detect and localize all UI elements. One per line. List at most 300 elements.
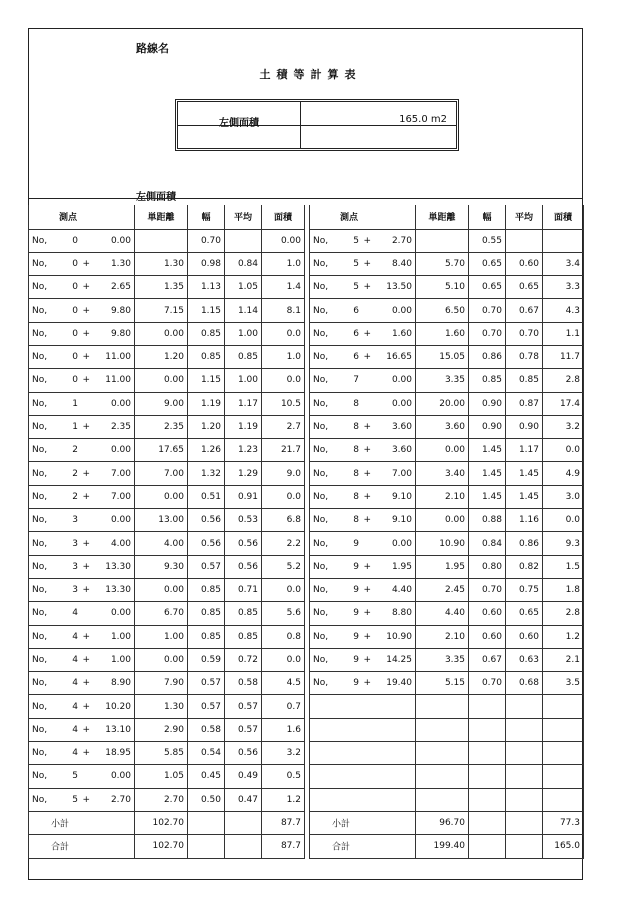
table-row xyxy=(29,439,305,462)
station-a: 0 xyxy=(72,258,78,269)
station-a: 8 xyxy=(353,422,359,433)
area-cell: 4.3 xyxy=(543,299,584,322)
area-cell: 1.2 xyxy=(262,788,305,811)
station-no: No, xyxy=(32,654,48,665)
station-p: + xyxy=(82,724,90,735)
width-cell: 1.45 xyxy=(469,439,506,462)
station-b: 9.80 xyxy=(110,328,131,339)
table-row xyxy=(29,415,305,438)
table-row xyxy=(310,672,584,695)
station-no: No, xyxy=(32,724,48,735)
average-cell: 0.85 xyxy=(225,345,262,368)
station-a: 6 xyxy=(353,305,359,316)
station-no: No, xyxy=(32,631,48,642)
station-no: No, xyxy=(313,328,329,339)
right-total-row xyxy=(310,835,584,858)
station-a: 8 xyxy=(353,445,359,456)
distance-cell: 2.90 xyxy=(135,718,188,741)
area-cell: 0.7 xyxy=(262,695,305,718)
right-header-width: 幅 xyxy=(469,205,506,229)
station-cell xyxy=(310,602,416,625)
station-a: 8 xyxy=(353,515,359,526)
average-cell: 0.65 xyxy=(506,276,543,299)
station-b: 8.40 xyxy=(391,258,412,269)
total-average xyxy=(225,835,262,858)
station-p: + xyxy=(82,282,90,293)
station-a: 7 xyxy=(353,375,359,386)
distance-cell: 6.70 xyxy=(135,602,188,625)
station-a: 9 xyxy=(353,631,359,642)
width-cell: 0.90 xyxy=(469,392,506,415)
station-a: 3 xyxy=(72,585,78,596)
station-a: 9 xyxy=(353,561,359,572)
table-row xyxy=(29,765,305,788)
station-cell xyxy=(29,299,135,322)
table-row xyxy=(310,276,584,299)
width-cell: 0.59 xyxy=(188,648,225,671)
width-cell: 0.51 xyxy=(188,485,225,508)
station-b: 2.70 xyxy=(110,794,131,805)
station-p: + xyxy=(363,235,371,246)
width-cell: 0.57 xyxy=(188,672,225,695)
station-a: 1 xyxy=(72,398,78,409)
table-row xyxy=(310,299,584,322)
empty-row xyxy=(310,788,584,811)
station-cell xyxy=(310,578,416,601)
distance-cell: 3.35 xyxy=(416,648,469,671)
width-cell: 1.19 xyxy=(188,392,225,415)
average-cell: 1.00 xyxy=(225,369,262,392)
station-b: 11.00 xyxy=(105,375,131,386)
station-p: + xyxy=(82,678,90,689)
station-b: 9.10 xyxy=(391,491,412,502)
distance-cell: 1.20 xyxy=(135,345,188,368)
table-row xyxy=(29,276,305,299)
distance-cell: 1.30 xyxy=(135,252,188,275)
width-cell: 1.20 xyxy=(188,415,225,438)
station-cell xyxy=(29,742,135,765)
station-no: No, xyxy=(313,398,329,409)
station-no: No, xyxy=(313,375,329,386)
average-cell: 1.23 xyxy=(225,439,262,462)
station-no: No, xyxy=(32,422,48,433)
table-row xyxy=(29,369,305,392)
station-b: 1.60 xyxy=(391,328,412,339)
subtotal-area: 87.7 xyxy=(262,811,305,834)
area-cell: 1.0 xyxy=(262,345,305,368)
width-cell: 1.15 xyxy=(188,299,225,322)
empty-cell xyxy=(310,695,416,718)
distance-cell: 0.00 xyxy=(135,648,188,671)
area-cell: 0.0 xyxy=(262,485,305,508)
average-cell: 0.49 xyxy=(225,765,262,788)
width-cell: 0.88 xyxy=(469,509,506,532)
table-row xyxy=(310,345,584,368)
distance-cell: 9.30 xyxy=(135,555,188,578)
average-cell: 0.60 xyxy=(506,252,543,275)
right-subtotal-row xyxy=(310,811,584,834)
empty-cell xyxy=(506,718,543,741)
station-no: No, xyxy=(32,398,48,409)
station-a: 5 xyxy=(72,794,78,805)
station-b: 4.00 xyxy=(110,538,131,549)
average-cell: 0.90 xyxy=(506,415,543,438)
station-b: 7.00 xyxy=(110,491,131,502)
total-distance: 199.40 xyxy=(416,835,469,858)
station-no: No, xyxy=(313,515,329,526)
distance-cell: 9.00 xyxy=(135,392,188,415)
width-cell: 0.67 xyxy=(469,648,506,671)
station-a: 5 xyxy=(353,235,359,246)
table-row xyxy=(310,439,584,462)
station-cell xyxy=(310,648,416,671)
average-cell: 0.58 xyxy=(225,672,262,695)
subtotal-width xyxy=(188,811,225,834)
station-cell xyxy=(310,439,416,462)
area-cell: 9.0 xyxy=(262,462,305,485)
station-a: 8 xyxy=(353,468,359,479)
station-b: 3.60 xyxy=(391,422,412,433)
distance-cell: 5.85 xyxy=(135,742,188,765)
area-cell: 5.2 xyxy=(262,555,305,578)
station-no: No, xyxy=(313,608,329,619)
area-cell: 6.8 xyxy=(262,509,305,532)
station-no: No, xyxy=(313,305,329,316)
distance-cell: 2.35 xyxy=(135,415,188,438)
area-cell: 2.2 xyxy=(262,532,305,555)
area-cell: 10.5 xyxy=(262,392,305,415)
area-cell xyxy=(543,229,584,252)
station-no: No, xyxy=(313,631,329,642)
distance-cell: 7.90 xyxy=(135,672,188,695)
station-b: 14.25 xyxy=(386,654,412,665)
average-cell: 0.71 xyxy=(225,578,262,601)
station-no: No, xyxy=(32,352,48,363)
station-no: No, xyxy=(32,678,48,689)
station-p: + xyxy=(363,422,371,433)
total-label: 合計 xyxy=(51,842,70,853)
distance-cell: 4.00 xyxy=(135,532,188,555)
table-row xyxy=(29,462,305,485)
station-a: 0 xyxy=(72,305,78,316)
station-cell xyxy=(29,602,135,625)
station-b: 9.80 xyxy=(110,305,131,316)
station-b: 16.65 xyxy=(386,352,412,363)
station-b: 4.40 xyxy=(391,585,412,596)
area-cell: 3.2 xyxy=(262,742,305,765)
station-p: + xyxy=(82,585,90,596)
distance-cell: 5.70 xyxy=(416,252,469,275)
station-no: No, xyxy=(32,491,48,502)
station-no: No, xyxy=(313,538,329,549)
station-a: 4 xyxy=(72,748,78,759)
width-cell: 0.57 xyxy=(188,695,225,718)
station-p: + xyxy=(363,515,371,526)
station-cell xyxy=(29,695,135,718)
table-row xyxy=(310,229,584,252)
area-cell: 5.6 xyxy=(262,602,305,625)
table-row xyxy=(29,742,305,765)
average-cell: 1.17 xyxy=(506,439,543,462)
width-cell: 0.56 xyxy=(188,532,225,555)
distance-cell: 3.35 xyxy=(416,369,469,392)
table-row xyxy=(310,415,584,438)
width-cell: 0.70 xyxy=(469,578,506,601)
station-a: 3 xyxy=(72,515,78,526)
distance-cell: 1.60 xyxy=(416,322,469,345)
station-cell xyxy=(310,625,416,648)
station-cell xyxy=(310,462,416,485)
station-b: 2.65 xyxy=(110,282,131,293)
station-b: 0.00 xyxy=(391,538,412,549)
station-p: + xyxy=(82,491,90,502)
distance-cell: 0.00 xyxy=(135,485,188,508)
width-cell: 0.45 xyxy=(188,765,225,788)
empty-cell xyxy=(310,742,416,765)
station-cell xyxy=(29,788,135,811)
subtotal-area: 77.3 xyxy=(543,811,584,834)
station-cell xyxy=(29,229,135,252)
station-cell xyxy=(310,555,416,578)
area-cell: 1.6 xyxy=(262,718,305,741)
table-row xyxy=(310,252,584,275)
average-cell: 1.05 xyxy=(225,276,262,299)
total-area: 165.0 xyxy=(543,835,584,858)
station-cell xyxy=(310,299,416,322)
table-row xyxy=(310,392,584,415)
table-row xyxy=(29,532,305,555)
station-cell xyxy=(310,672,416,695)
station-a: 4 xyxy=(72,654,78,665)
station-a: 4 xyxy=(72,608,78,619)
right-header-row xyxy=(310,205,584,229)
average-cell: 0.78 xyxy=(506,345,543,368)
average-cell: 1.00 xyxy=(225,322,262,345)
area-cell: 2.8 xyxy=(543,602,584,625)
table-row xyxy=(29,252,305,275)
average-cell: 0.56 xyxy=(225,742,262,765)
total-distance: 102.70 xyxy=(135,835,188,858)
station-a: 9 xyxy=(353,678,359,689)
station-p: + xyxy=(82,794,90,805)
width-cell: 0.70 xyxy=(469,672,506,695)
station-b: 2.35 xyxy=(110,422,131,433)
area-cell: 1.8 xyxy=(543,578,584,601)
subtotal-distance: 102.70 xyxy=(135,811,188,834)
route-name-label: 路線名 xyxy=(136,42,169,55)
station-p: + xyxy=(363,561,371,572)
right-header-average: 平均 xyxy=(506,205,543,229)
station-no: No, xyxy=(32,794,48,805)
station-no: No, xyxy=(32,701,48,712)
area-cell: 9.3 xyxy=(543,532,584,555)
summary-label: 左側面積 xyxy=(219,118,259,129)
station-a: 2 xyxy=(72,468,78,479)
station-p: + xyxy=(363,608,371,619)
station-b: 10.90 xyxy=(386,631,412,642)
station-p: + xyxy=(363,258,371,269)
area-cell: 3.2 xyxy=(543,415,584,438)
station-a: 9 xyxy=(353,608,359,619)
empty-cell xyxy=(543,765,584,788)
station-cell xyxy=(29,578,135,601)
station-p: + xyxy=(82,631,90,642)
station-no: No, xyxy=(32,282,48,293)
distance-cell: 1.35 xyxy=(135,276,188,299)
station-b: 13.10 xyxy=(105,724,131,735)
distance-cell: 7.15 xyxy=(135,299,188,322)
empty-cell xyxy=(469,742,506,765)
station-cell xyxy=(29,252,135,275)
average-cell: 0.53 xyxy=(225,509,262,532)
station-b: 3.60 xyxy=(391,445,412,456)
station-a: 1 xyxy=(72,422,78,433)
station-b: 0.00 xyxy=(110,608,131,619)
station-cell xyxy=(29,555,135,578)
station-a: 6 xyxy=(353,328,359,339)
station-no: No, xyxy=(313,468,329,479)
average-cell: 0.85 xyxy=(506,369,543,392)
width-cell: 1.13 xyxy=(188,276,225,299)
station-cell xyxy=(29,392,135,415)
summary-box xyxy=(175,99,459,151)
station-no: No, xyxy=(32,771,48,782)
empty-cell xyxy=(469,718,506,741)
distance-cell: 0.00 xyxy=(135,322,188,345)
empty-row xyxy=(310,742,584,765)
average-cell: 0.67 xyxy=(506,299,543,322)
area-cell: 0.5 xyxy=(262,765,305,788)
area-cell: 4.9 xyxy=(543,462,584,485)
area-cell: 3.5 xyxy=(543,672,584,695)
average-cell: 0.68 xyxy=(506,672,543,695)
station-cell xyxy=(310,369,416,392)
average-cell: 0.57 xyxy=(225,695,262,718)
station-a: 5 xyxy=(353,258,359,269)
station-no: No, xyxy=(32,445,48,456)
right-header-distance: 単距離 xyxy=(416,205,469,229)
station-b: 7.00 xyxy=(110,468,131,479)
distance-cell: 1.30 xyxy=(135,695,188,718)
station-b: 13.50 xyxy=(386,282,412,293)
station-no: No, xyxy=(32,748,48,759)
average-cell: 0.86 xyxy=(506,532,543,555)
average-cell: 1.45 xyxy=(506,462,543,485)
station-b: 1.00 xyxy=(110,631,131,642)
width-cell: 0.57 xyxy=(188,555,225,578)
width-cell: 1.26 xyxy=(188,439,225,462)
table-row xyxy=(310,532,584,555)
average-cell: 0.91 xyxy=(225,485,262,508)
station-no: No, xyxy=(32,375,48,386)
area-cell: 3.4 xyxy=(543,252,584,275)
total-width xyxy=(188,835,225,858)
station-no: No, xyxy=(313,445,329,456)
table-row xyxy=(29,229,305,252)
station-b: 0.00 xyxy=(391,398,412,409)
area-cell: 0.0 xyxy=(262,369,305,392)
average-cell: 1.14 xyxy=(225,299,262,322)
subtotal-average xyxy=(506,811,543,834)
station-no: No, xyxy=(313,561,329,572)
left-survey-table xyxy=(28,205,305,859)
width-cell: 0.85 xyxy=(188,602,225,625)
area-cell: 1.0 xyxy=(262,252,305,275)
average-cell: 0.56 xyxy=(225,555,262,578)
table-row xyxy=(29,625,305,648)
summary-value: 165.0 m2 xyxy=(399,114,447,125)
station-p: + xyxy=(82,375,90,386)
station-a: 9 xyxy=(353,654,359,665)
distance-cell: 0.00 xyxy=(135,369,188,392)
average-cell: 1.17 xyxy=(225,392,262,415)
distance-cell: 3.60 xyxy=(416,415,469,438)
distance-cell: 0.00 xyxy=(416,509,469,532)
empty-row xyxy=(310,765,584,788)
station-cell xyxy=(310,322,416,345)
station-b: 18.95 xyxy=(105,748,131,759)
total-width xyxy=(469,835,506,858)
table-row xyxy=(310,648,584,671)
subtotal-label-cell xyxy=(310,811,416,834)
station-a: 5 xyxy=(72,771,78,782)
station-b: 8.90 xyxy=(110,678,131,689)
area-cell: 0.00 xyxy=(262,229,305,252)
distance-cell: 2.70 xyxy=(135,788,188,811)
distance-cell: 0.00 xyxy=(135,578,188,601)
distance-cell: 0.00 xyxy=(416,439,469,462)
average-cell: 1.19 xyxy=(225,415,262,438)
empty-cell xyxy=(310,718,416,741)
station-a: 4 xyxy=(72,678,78,689)
width-cell: 0.55 xyxy=(469,229,506,252)
area-cell: 0.0 xyxy=(262,322,305,345)
station-p: + xyxy=(82,305,90,316)
width-cell: 0.58 xyxy=(188,718,225,741)
station-p: + xyxy=(363,468,371,479)
empty-cell xyxy=(506,788,543,811)
station-cell xyxy=(29,718,135,741)
table-row xyxy=(29,392,305,415)
distance-cell: 6.50 xyxy=(416,299,469,322)
station-no: No, xyxy=(32,468,48,479)
average-cell: 0.87 xyxy=(506,392,543,415)
empty-cell xyxy=(416,695,469,718)
average-cell: 0.57 xyxy=(225,718,262,741)
area-cell: 2.1 xyxy=(543,648,584,671)
distance-cell: 13.00 xyxy=(135,509,188,532)
distance-cell: 1.00 xyxy=(135,625,188,648)
station-cell xyxy=(29,439,135,462)
station-a: 4 xyxy=(72,701,78,712)
table-row xyxy=(310,509,584,532)
width-cell: 1.45 xyxy=(469,462,506,485)
distance-cell: 2.10 xyxy=(416,485,469,508)
empty-cell xyxy=(469,788,506,811)
total-average xyxy=(506,835,543,858)
station-p: + xyxy=(82,654,90,665)
left-header-width: 幅 xyxy=(188,205,225,229)
distance-cell: 10.90 xyxy=(416,532,469,555)
average-cell: 0.82 xyxy=(506,555,543,578)
width-cell: 0.98 xyxy=(188,252,225,275)
station-cell xyxy=(29,532,135,555)
station-a: 0 xyxy=(72,328,78,339)
table-row xyxy=(29,788,305,811)
width-cell: 0.70 xyxy=(469,299,506,322)
station-b: 0.00 xyxy=(110,398,131,409)
station-p: + xyxy=(82,748,90,759)
